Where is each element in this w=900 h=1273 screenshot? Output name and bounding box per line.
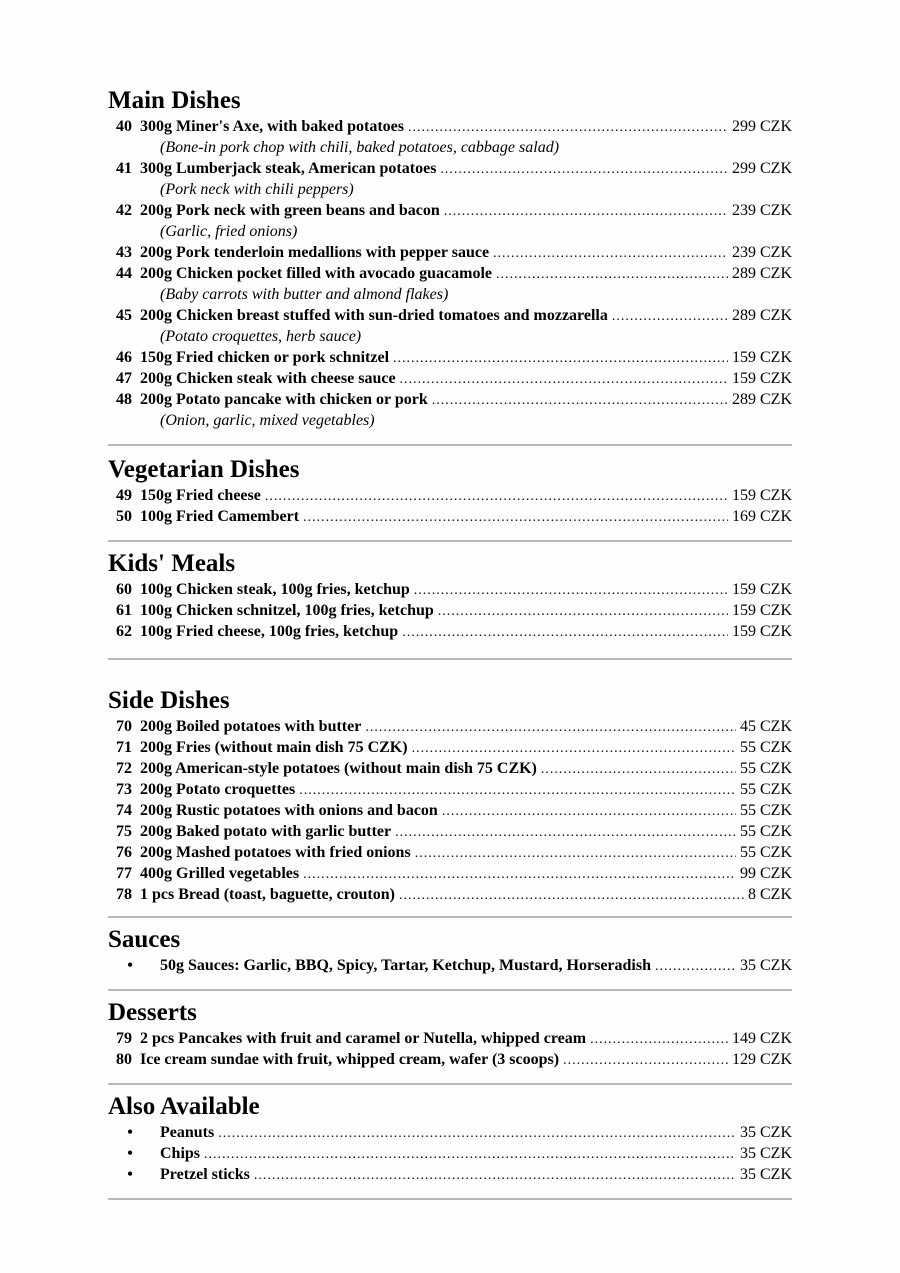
menu-item	[108, 242, 792, 263]
section-title: Vegetarian Dishes	[108, 456, 300, 483]
leader-dots	[408, 117, 728, 138]
leader-dots	[299, 780, 736, 801]
item-name: 300g Lumberjack steak, American potatoes	[140, 160, 437, 177]
menu-item	[108, 579, 792, 600]
item-note: (Garlic, fried onions)	[160, 223, 298, 240]
section-divider	[108, 916, 792, 918]
section-vegetarian-dishes	[108, 455, 792, 527]
bullet: •	[127, 1166, 133, 1183]
leader-dots	[399, 885, 744, 906]
item-name: 200g Chicken breast stuffed with sun-dried tomatoes and mozzarella	[140, 307, 608, 324]
item-number: 40	[116, 118, 132, 135]
menu-page	[108, 86, 792, 1200]
menu-item	[108, 884, 792, 905]
item-number: 47	[116, 370, 132, 387]
leader-dots	[414, 580, 728, 601]
leader-dots	[432, 390, 728, 411]
section-title: Sauces	[108, 926, 181, 953]
item-note: (Bone-in pork chop with chili, baked potatoes, cabbage salad)	[160, 139, 560, 156]
menu-item	[108, 758, 792, 779]
item-list	[108, 716, 792, 905]
leader-dots	[563, 1050, 728, 1071]
item-name: 1 pcs Bread (toast, baguette, crouton)	[140, 886, 395, 903]
section-divider	[108, 444, 792, 446]
menu-item	[108, 1143, 792, 1164]
leader-dots	[655, 956, 736, 977]
leader-dots	[444, 201, 728, 222]
leader-dots	[393, 348, 728, 369]
item-number: 73	[116, 781, 132, 798]
item-number: 61	[116, 602, 132, 619]
item-price: 35 CZK	[740, 957, 792, 974]
item-list	[108, 1028, 792, 1070]
leader-dots	[254, 1165, 736, 1186]
item-price: 159 CZK	[732, 623, 792, 640]
item-name: 150g Fried cheese	[140, 487, 261, 504]
menu-item	[108, 863, 792, 884]
leader-dots	[442, 801, 736, 822]
menu-item	[108, 779, 792, 800]
leader-dots	[438, 601, 728, 622]
item-list	[108, 1122, 792, 1185]
item-name: 200g Pork tenderloin medallions with pepper sauce	[140, 244, 490, 261]
item-price: 299 CZK	[732, 118, 792, 135]
item-number: 62	[116, 623, 132, 640]
item-number: 46	[116, 349, 132, 366]
item-price: 55 CZK	[740, 844, 792, 861]
item-price: 45 CZK	[740, 718, 792, 735]
item-price: 159 CZK	[732, 581, 792, 598]
menu-item	[108, 158, 792, 179]
item-name: 200g Pork neck with green beans and bacon	[140, 202, 440, 219]
section-desserts	[108, 998, 792, 1070]
item-name: 100g Chicken steak, 100g fries, ketchup	[140, 581, 410, 598]
item-number: 80	[116, 1051, 132, 1068]
item-number: 50	[116, 508, 132, 525]
section-title: Main Dishes	[108, 87, 241, 114]
item-number: 78	[116, 886, 132, 903]
item-name: 200g Chicken steak with cheese sauce	[140, 370, 396, 387]
item-name: 200g Fries (without main dish 75 CZK)	[140, 739, 408, 756]
item-price: 289 CZK	[732, 391, 792, 408]
item-price: 159 CZK	[732, 370, 792, 387]
menu-item	[108, 1049, 792, 1070]
section-divider	[108, 989, 792, 991]
item-name: 200g Potato croquettes	[140, 781, 296, 798]
leader-dots	[590, 1029, 728, 1050]
item-price: 149 CZK	[732, 1030, 792, 1047]
item-name: Ice cream sundae with fruit, whipped cream, wafer (3 scoops)	[140, 1051, 560, 1068]
leader-dots	[303, 507, 728, 528]
item-price: 35 CZK	[740, 1145, 792, 1162]
menu-item	[108, 305, 792, 326]
leader-dots	[440, 159, 728, 180]
item-number: 45	[116, 307, 132, 324]
menu-item	[108, 1164, 792, 1185]
leader-dots	[493, 243, 728, 264]
item-price: 159 CZK	[732, 487, 792, 504]
section-divider	[108, 540, 792, 542]
menu-item	[108, 800, 792, 821]
menu-item	[108, 737, 792, 758]
section-also-available	[108, 1092, 792, 1185]
item-price: 99 CZK	[740, 865, 792, 882]
menu-item	[108, 347, 792, 368]
section-divider	[108, 1083, 792, 1085]
item-number: 74	[116, 802, 132, 819]
item-name: 200g Mashed potatoes with fried onions	[140, 844, 411, 861]
item-number: 72	[116, 760, 132, 777]
section-title: Also Available	[108, 1093, 260, 1120]
item-name: 200g Rustic potatoes with onions and bacon	[140, 802, 438, 819]
section-divider	[108, 1198, 792, 1200]
item-price: 159 CZK	[732, 349, 792, 366]
menu-item	[108, 506, 792, 527]
bullet: •	[127, 1145, 133, 1162]
leader-dots	[204, 1144, 736, 1165]
item-note: (Pork neck with chili peppers)	[160, 181, 354, 198]
item-number: 79	[116, 1030, 132, 1047]
menu-item	[108, 485, 792, 506]
item-number: 76	[116, 844, 132, 861]
item-name: 400g Grilled vegetables	[140, 865, 300, 882]
leader-dots	[218, 1123, 736, 1144]
item-number: 48	[116, 391, 132, 408]
menu-item	[108, 621, 792, 642]
leader-dots	[303, 864, 736, 885]
item-price: 239 CZK	[732, 244, 792, 261]
item-name: 200g Chicken pocket filled with avocado guacamole	[140, 265, 492, 282]
leader-dots	[402, 622, 728, 643]
item-price: 8 CZK	[748, 886, 792, 903]
bullet: •	[127, 1124, 133, 1141]
menu-item	[108, 955, 792, 976]
section-side-dishes	[108, 686, 792, 905]
item-name: Peanuts	[160, 1124, 215, 1141]
item-name: 100g Fried cheese, 100g fries, ketchup	[140, 623, 399, 640]
item-price: 129 CZK	[732, 1051, 792, 1068]
item-name: Pretzel sticks	[160, 1166, 250, 1183]
item-price: 35 CZK	[740, 1166, 792, 1183]
leader-dots	[265, 486, 728, 507]
menu-item	[108, 842, 792, 863]
item-number: 60	[116, 581, 132, 598]
item-price: 55 CZK	[740, 781, 792, 798]
item-price: 239 CZK	[732, 202, 792, 219]
leader-dots	[612, 306, 728, 327]
leader-dots	[541, 759, 736, 780]
section-title: Side Dishes	[108, 687, 230, 714]
item-note: (Potato croquettes, herb sauce)	[160, 328, 362, 345]
item-note: (Baby carrots with butter and almond flakes)	[160, 286, 449, 303]
bullet: •	[127, 957, 133, 974]
item-price: 55 CZK	[740, 802, 792, 819]
section-title: Kids' Meals	[108, 550, 236, 577]
menu-item	[108, 368, 792, 389]
menu-item	[108, 389, 792, 410]
leader-dots	[395, 822, 736, 843]
leader-dots	[496, 264, 728, 285]
item-number: 41	[116, 160, 132, 177]
item-list	[108, 485, 792, 527]
item-price: 55 CZK	[740, 760, 792, 777]
item-list	[108, 116, 792, 431]
section-kids-meals	[108, 549, 792, 642]
item-price: 289 CZK	[732, 307, 792, 324]
item-number: 75	[116, 823, 132, 840]
item-number: 77	[116, 865, 132, 882]
item-price: 289 CZK	[732, 265, 792, 282]
item-list	[108, 955, 792, 976]
item-name: 300g Miner's Axe, with baked potatoes	[140, 118, 404, 135]
item-number: 42	[116, 202, 132, 219]
leader-dots	[412, 738, 736, 759]
item-name: 200g Potato pancake with chicken or pork	[140, 391, 428, 408]
menu-item	[108, 116, 792, 137]
menu-item	[108, 200, 792, 221]
item-name: 2 pcs Pancakes with fruit and caramel or Nutella, whipped cream	[140, 1030, 587, 1047]
item-note: (Onion, garlic, mixed vegetables)	[160, 412, 375, 429]
section-main-dishes	[108, 86, 792, 431]
item-price: 55 CZK	[740, 739, 792, 756]
menu-item	[108, 1028, 792, 1049]
item-name: 50g Sauces: Garlic, BBQ, Spicy, Tartar, Ketchup, Mustard, Horseradish	[160, 957, 651, 974]
menu-item	[108, 263, 792, 284]
leader-dots	[365, 717, 736, 738]
menu-item	[108, 716, 792, 737]
menu-item	[108, 600, 792, 621]
item-name: 100g Chicken schnitzel, 100g fries, ketchup	[140, 602, 434, 619]
item-price: 35 CZK	[740, 1124, 792, 1141]
item-number: 43	[116, 244, 132, 261]
item-name: 200g American-style potatoes (without main dish 75 CZK)	[140, 760, 537, 777]
item-number: 70	[116, 718, 132, 735]
section-sauces	[108, 925, 792, 976]
section-divider	[108, 658, 792, 660]
menu-item	[108, 1122, 792, 1143]
item-price: 299 CZK	[732, 160, 792, 177]
item-name: 150g Fried chicken or pork schnitzel	[140, 349, 390, 366]
section-title: Desserts	[108, 999, 197, 1026]
item-number: 44	[116, 265, 132, 282]
item-name: 200g Baked potato with garlic butter	[140, 823, 392, 840]
item-price: 55 CZK	[740, 823, 792, 840]
item-name: Chips	[160, 1145, 201, 1162]
item-number: 49	[116, 487, 132, 504]
item-name: 100g Fried Camembert	[140, 508, 300, 525]
leader-dots	[400, 369, 728, 390]
item-name: 200g Boiled potatoes with butter	[140, 718, 362, 735]
leader-dots	[415, 843, 736, 864]
menu-item	[108, 821, 792, 842]
item-price: 169 CZK	[732, 508, 792, 525]
item-number: 71	[116, 739, 132, 756]
item-price: 159 CZK	[732, 602, 792, 619]
item-list	[108, 579, 792, 642]
